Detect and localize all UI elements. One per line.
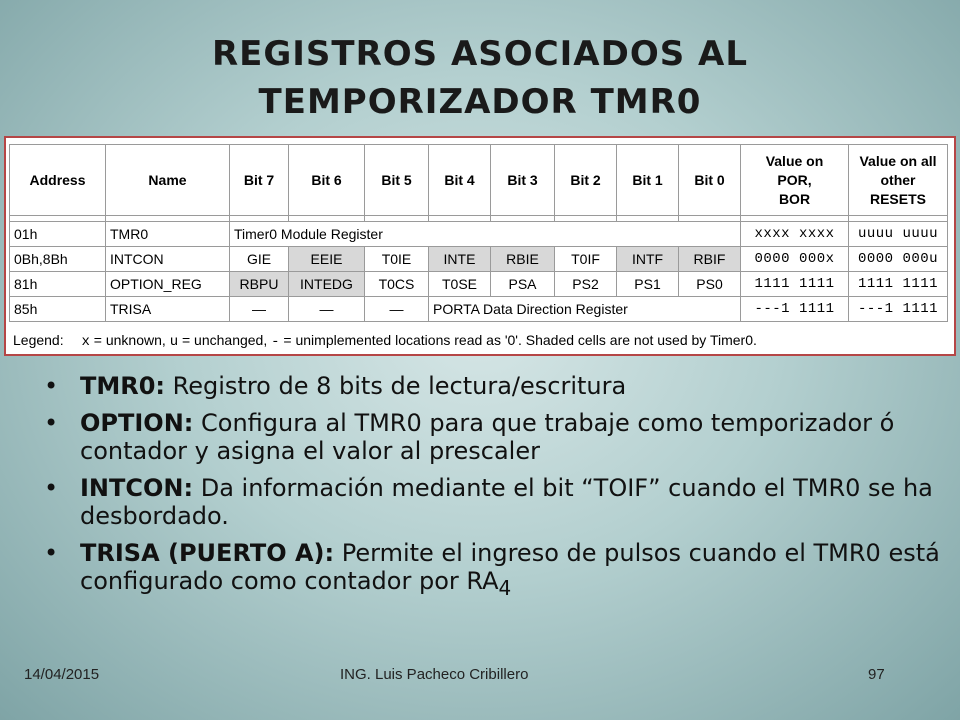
cell-bit: —	[365, 297, 429, 322]
header-resets-line: RESETS	[869, 190, 926, 207]
header-por-line: BOR	[778, 190, 811, 207]
footer-page-number: 97	[868, 666, 885, 683]
header-por-line: POR,	[777, 171, 812, 188]
bullet-term: TMR0:	[80, 372, 166, 400]
cell-resets: 1111 1111	[849, 272, 948, 297]
cell-span-text: PORTA Data Direction Register	[429, 297, 741, 322]
bullet-subscript: 4	[498, 575, 512, 600]
cell-bit-shaded: RBPU	[230, 272, 289, 297]
cell-por: 0000 000x	[741, 247, 849, 272]
header-por-line: Value on	[765, 152, 824, 169]
cell-address: 81h	[10, 272, 106, 297]
bullet-icon: •	[44, 409, 59, 437]
title-line-2: TEMPORIZADOR TMR0	[258, 82, 702, 122]
cell-bit: PS0	[679, 272, 741, 297]
header-address: Address	[10, 145, 106, 216]
header-bit3: Bit 3	[491, 145, 555, 216]
bullet-list	[40, 372, 940, 611]
legend-x-text: = unknown,	[89, 332, 170, 348]
footer-date: 14/04/2015	[24, 666, 100, 683]
cell-bit: T0SE	[429, 272, 491, 297]
header-value-por	[741, 145, 849, 216]
table-row-tmr0	[10, 222, 948, 247]
header-bit6: Bit 6	[289, 145, 365, 216]
register-table	[9, 144, 948, 322]
bullet-text: Configura al TMR0 para que trabaje como temporizador ó contador y asigna el valor al prescaler	[80, 409, 895, 465]
cell-bit: —	[289, 297, 365, 322]
cell-bit-shaded: INTF	[617, 247, 679, 272]
cell-name: OPTION_REG	[106, 272, 230, 297]
cell-bit-shaded: RBIE	[491, 247, 555, 272]
footer-author: ING. Luis Pacheco Cribillero	[340, 666, 529, 683]
cell-por: xxxx xxxx	[741, 222, 849, 247]
legend-dash-symbol: -	[271, 334, 280, 350]
bullet-item-intcon	[40, 474, 940, 530]
table-header-row	[10, 145, 948, 216]
cell-name: TMR0	[106, 222, 230, 247]
header-bit0: Bit 0	[679, 145, 741, 216]
bullet-text: Permite el ingreso de pulsos cuando el TMR0 está configurado como contador por RA	[80, 539, 940, 595]
header-bit2: Bit 2	[555, 145, 617, 216]
legend-x-symbol: x	[81, 334, 90, 350]
cell-address: 85h	[10, 297, 106, 322]
header-value-resets	[849, 145, 948, 216]
bullet-icon: •	[44, 474, 59, 502]
bullet-icon: •	[44, 372, 59, 400]
table-row-option-reg	[10, 272, 948, 297]
bullet-text: Da información mediante el bit “TOIF” cuando el TMR0 se ha desbordado.	[80, 474, 933, 530]
header-bit4: Bit 4	[429, 145, 491, 216]
table-legend	[13, 332, 757, 350]
bullet-term: INTCON:	[80, 474, 194, 502]
cell-span-text: Timer0 Module Register	[230, 222, 741, 247]
bullet-item-tmr0	[40, 372, 940, 400]
bullet-item-trisa	[40, 539, 940, 602]
cell-bit: GIE	[230, 247, 289, 272]
cell-address: 0Bh,8Bh	[10, 247, 106, 272]
cell-bit: PS1	[617, 272, 679, 297]
table-row-trisa	[10, 297, 948, 322]
cell-por: 1111 1111	[741, 272, 849, 297]
cell-bit-shaded: INTE	[429, 247, 491, 272]
header-resets-line: other	[880, 171, 916, 188]
legend-label: Legend:	[13, 332, 64, 348]
cell-resets: ---1 1111	[849, 297, 948, 322]
bullet-text: Registro de 8 bits de lectura/escritura	[165, 372, 627, 400]
header-resets-line: Value on all	[859, 152, 937, 169]
cell-name: INTCON	[106, 247, 230, 272]
cell-bit-shaded: RBIF	[679, 247, 741, 272]
cell-bit: PSA	[491, 272, 555, 297]
cell-bit: PS2	[555, 272, 617, 297]
header-name: Name	[106, 145, 230, 216]
cell-bit: T0CS	[365, 272, 429, 297]
bullet-term: OPTION:	[80, 409, 194, 437]
header-bit7: Bit 7	[230, 145, 289, 216]
cell-bit: T0IE	[365, 247, 429, 272]
legend-rest-text: = unimplemented locations read as '0'. Shaded cells are not used by Timer0.	[279, 332, 757, 348]
bullet-icon: •	[44, 539, 59, 567]
bullet-term: TRISA (PUERTO A):	[80, 539, 335, 567]
slide-title	[0, 30, 960, 126]
cell-name: TRISA	[106, 297, 230, 322]
legend-u-symbol: u	[169, 334, 179, 350]
cell-resets: uuuu uuuu	[849, 222, 948, 247]
cell-resets: 0000 000u	[849, 247, 948, 272]
cell-bit-shaded: EEIE	[289, 247, 365, 272]
cell-bit: T0IF	[555, 247, 617, 272]
title-line-1: REGISTROS ASOCIADOS AL	[211, 34, 749, 74]
register-table-frame	[4, 136, 956, 356]
header-bit1: Bit 1	[617, 145, 679, 216]
header-bit5: Bit 5	[365, 145, 429, 216]
cell-por: ---1 1111	[741, 297, 849, 322]
cell-bit: —	[230, 297, 289, 322]
bullet-item-option	[40, 409, 940, 465]
cell-bit-shaded: INTEDG	[289, 272, 365, 297]
cell-address: 01h	[10, 222, 106, 247]
legend-u-text: = unchanged,	[178, 332, 272, 348]
table-row-intcon	[10, 247, 948, 272]
